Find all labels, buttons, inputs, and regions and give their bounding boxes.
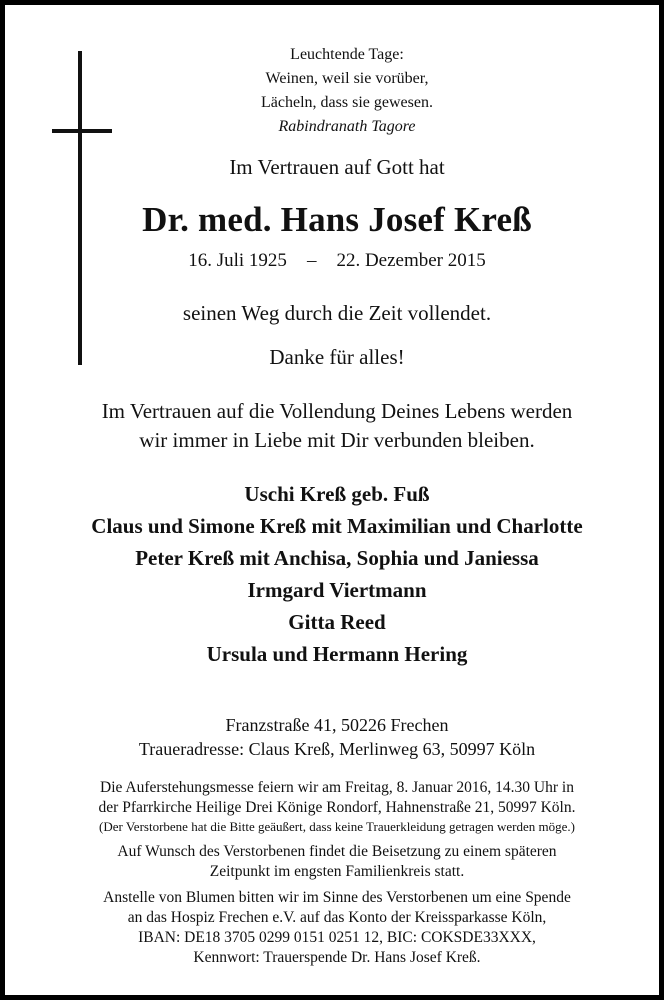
mourner-name: Irmgard Viertmann (247, 578, 427, 602)
mourner-name: Gitta Reed (288, 610, 386, 634)
mourner-name: Peter Kreß mit Anchisa, Sophia und Janiessa (135, 546, 539, 570)
burial-note-line: Auf Wunsch des Verstorbenen findet die Beisetzung zu einem späteren (117, 843, 557, 860)
donation-note-line: IBAN: DE18 3705 0299 0151 0251 12, BIC: COKSDE33XXX, (138, 929, 536, 946)
mourner-name: Uschi Kreß geb. Fuß (244, 482, 430, 506)
mourning-address-line: Traueradresse: Claus Kreß, Merlinweg 63, 50997 Köln (138, 739, 536, 759)
birth-date: 16. Juli 1925 (188, 250, 287, 271)
burial-note-line: Zeitpunkt im engsten Familienkreis statt. (209, 863, 465, 880)
mourners-list (5, 478, 664, 670)
quote-line: Leuchtende Tage: (290, 46, 404, 63)
mass-note-line: der Pfarrkirche Heilige Drei Könige Rondorf, Hahnenstraße 21, 50997 Köln. (98, 799, 576, 816)
deceased-name: Dr. med. Hans Josef Kreß (142, 200, 532, 239)
death-date: 22. Dezember 2015 (336, 250, 486, 271)
cross-icon-horizontal (52, 129, 112, 133)
quote-author: Rabindranath Tagore (278, 118, 416, 135)
quote-line: Lächeln, dass sie gewesen. (261, 94, 433, 111)
thanks-text: Danke für alles! (269, 345, 405, 369)
date-separator: – (306, 250, 317, 271)
life-dates (5, 250, 664, 272)
address-line: Franzstraße 41, 50226 Frechen (225, 715, 449, 735)
intro-text: Im Vertrauen auf Gott hat (229, 155, 445, 179)
trust-text-line: wir immer in Liebe mit Dir verbunden bleiben. (139, 428, 535, 452)
quote-block (195, 43, 499, 139)
completion-text: seinen Weg durch die Zeit vollendet. (182, 301, 492, 325)
mourner-name: Claus und Simone Kreß mit Maximilian und Charlotte (91, 514, 583, 538)
trust-text-line: Im Vertrauen auf die Vollendung Deines Lebens werden (101, 399, 573, 423)
mourner-name: Ursula und Hermann Hering (206, 642, 468, 666)
dress-note: (Der Verstorbene hat die Bitte geäußert, dass keine Trauerkleidung getragen werden möge.) (99, 819, 575, 834)
quote-line: Weinen, weil sie vorüber, (265, 70, 429, 87)
donation-note-line: Kennwort: Trauerspende Dr. Hans Josef Kreß. (193, 949, 481, 966)
donation-note-line: an das Hospiz Frechen e.V. auf das Konto der Kreissparkasse Köln, (127, 909, 547, 926)
mass-note-line: Die Auferstehungsmesse feiern wir am Freitag, 8. Januar 2016, 14.30 Uhr in (100, 779, 574, 796)
donation-note-line: Anstelle von Blumen bitten wir im Sinne des Verstorbenen um eine Spende (103, 889, 571, 906)
notes-section (5, 778, 664, 968)
